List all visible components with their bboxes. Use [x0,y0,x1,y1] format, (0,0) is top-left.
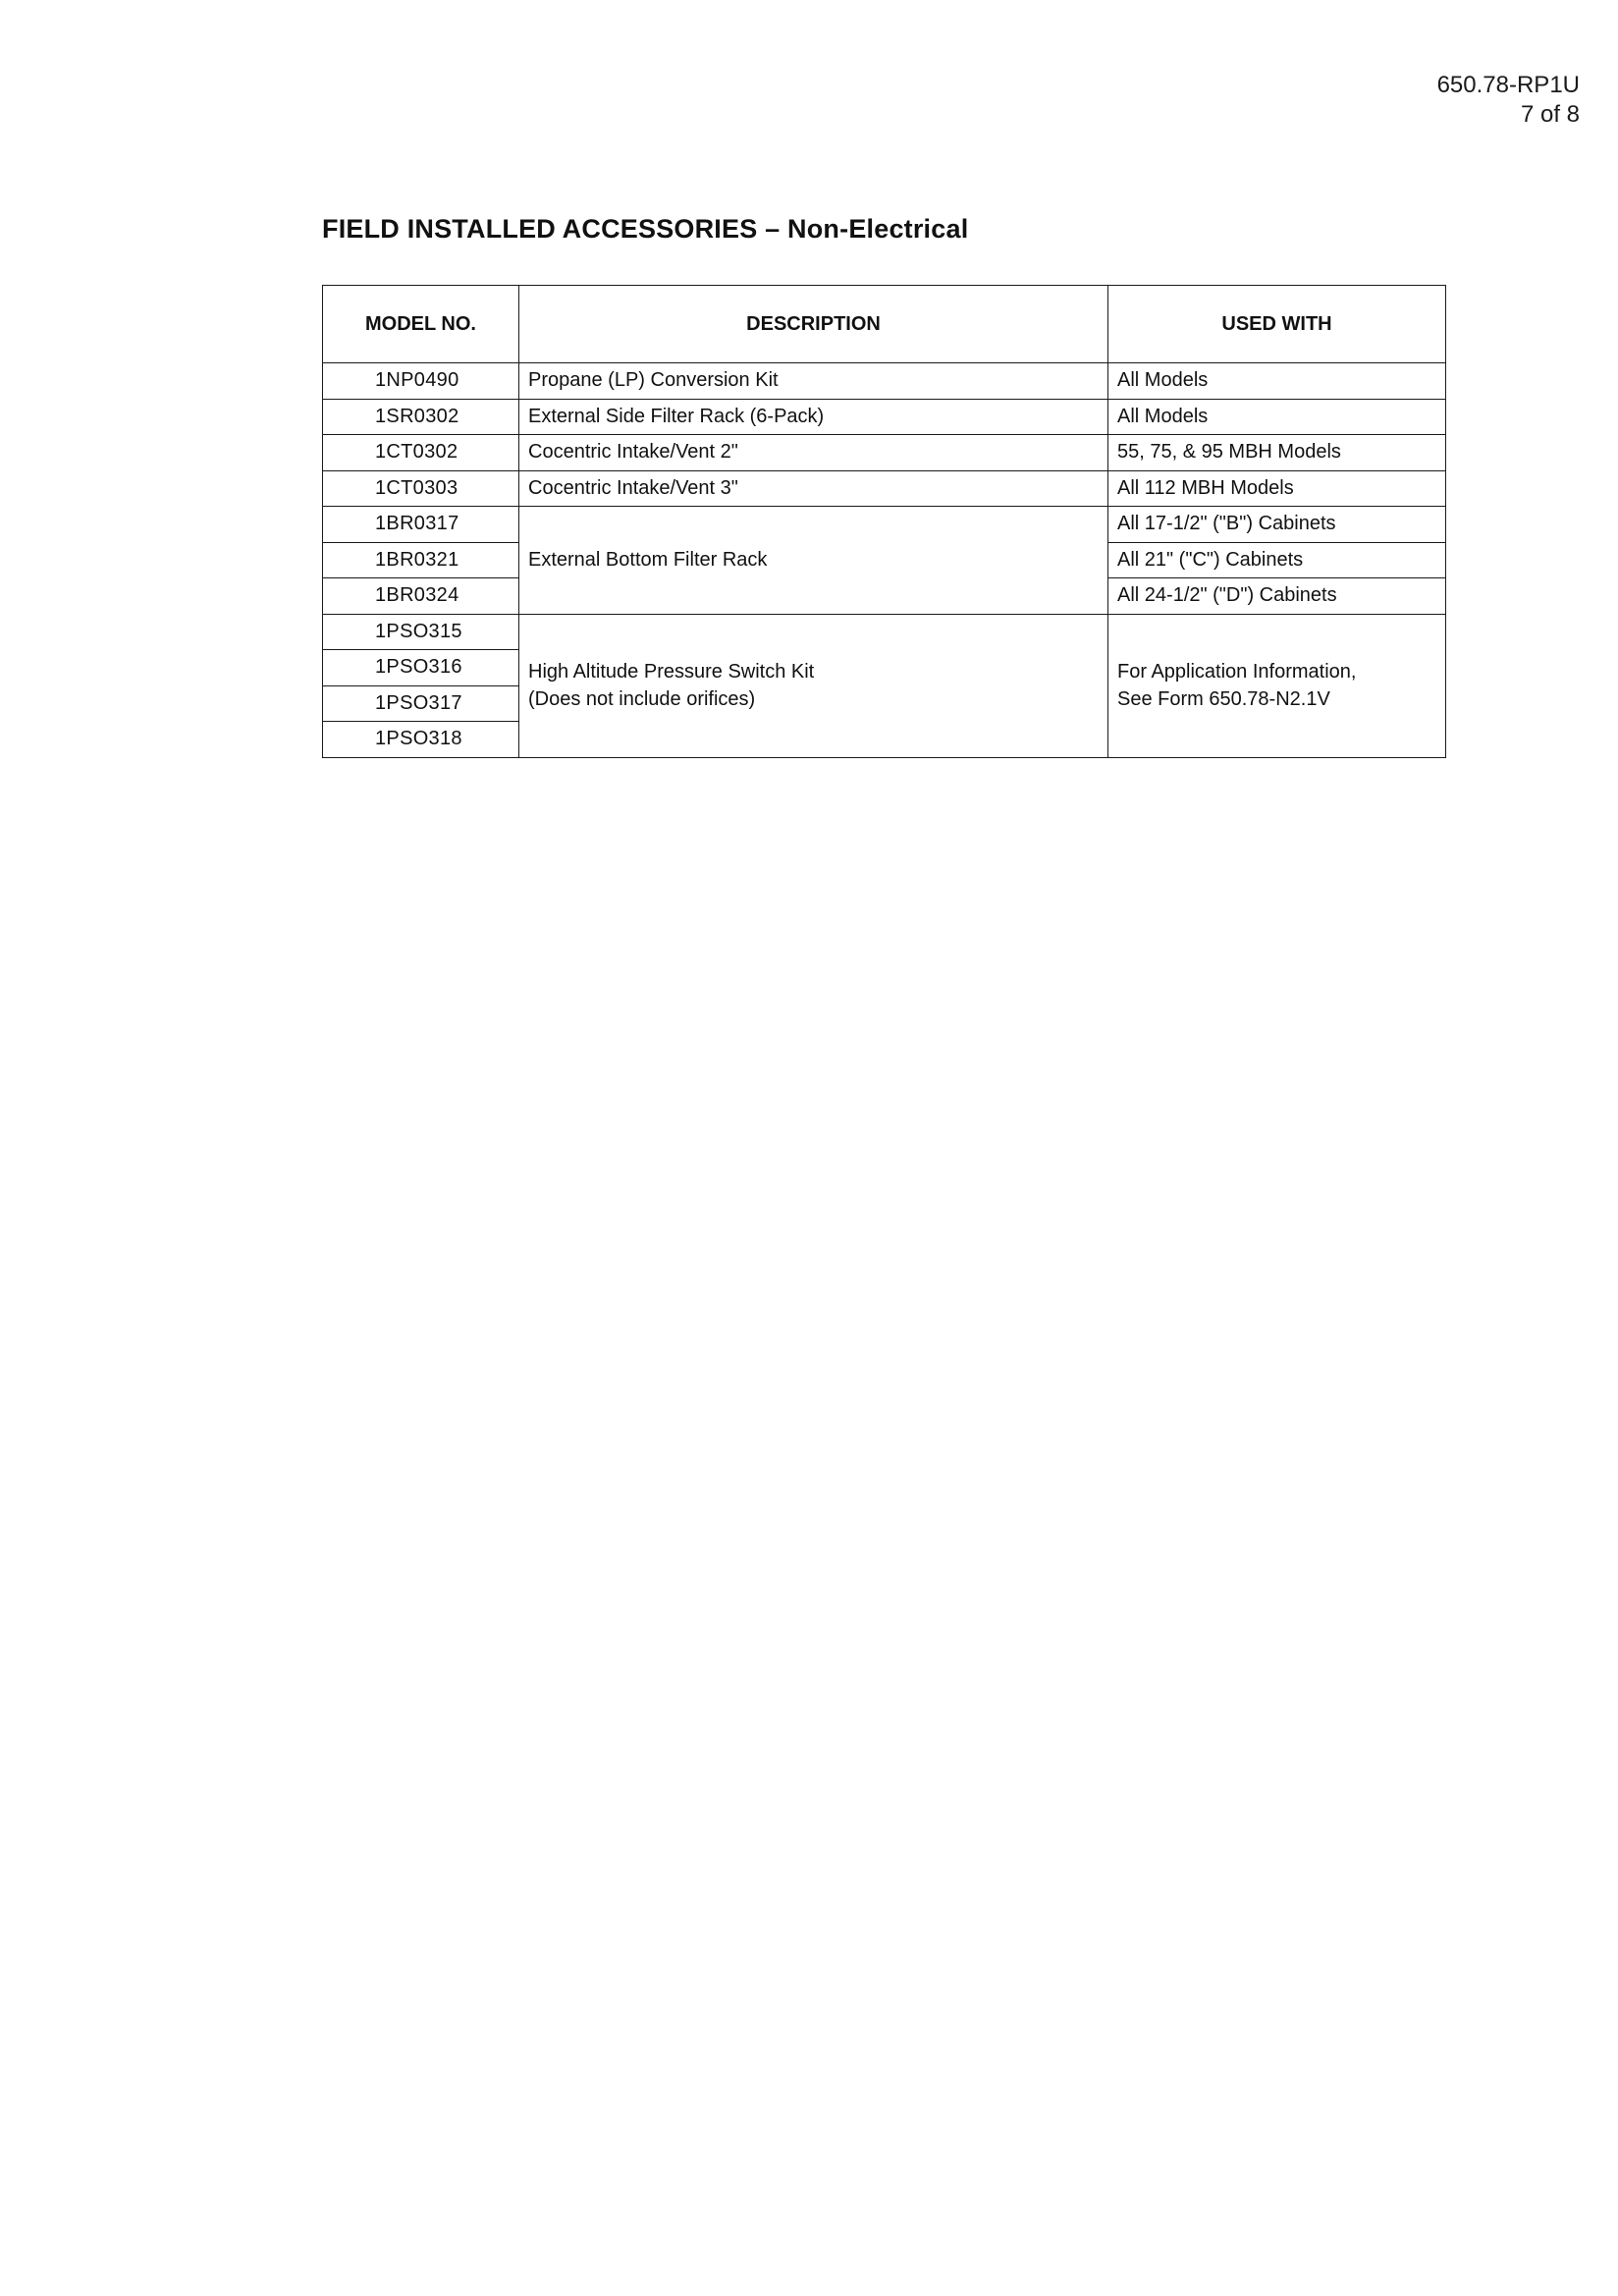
table-row [323,614,1446,650]
used-with-cell: All Models [1108,363,1446,400]
model-cell: 1SR0302 [323,399,519,435]
used-with-line: For Application Information, [1117,661,1357,683]
used-with-cell-application-info [1108,614,1446,757]
description-cell-bottom-filter-rack: External Bottom Filter Rack [519,507,1108,615]
table-header-row [323,286,1446,363]
table-row [323,363,1446,400]
header-description: DESCRIPTION [519,286,1108,363]
description-cell: Cocentric Intake/Vent 3" [519,470,1108,507]
used-with-cell: All 24-1/2" ("D") Cabinets [1108,578,1446,615]
table-row [323,507,1446,543]
used-with-cell: All 21" ("C") Cabinets [1108,542,1446,578]
header-model-no: MODEL NO. [323,286,519,363]
model-cell: 1PSO316 [323,650,519,686]
document-number: 650.78-RP1U [1436,72,1580,98]
description-cell: Propane (LP) Conversion Kit [519,363,1108,400]
description-line: High Altitude Pressure Switch Kit [528,661,815,683]
section-title: FIELD INSTALLED ACCESSORIES – Non-Electrical [322,214,969,244]
model-cell: 1BR0317 [323,507,519,543]
table-row [323,435,1446,471]
model-cell: 1CT0302 [323,435,519,471]
model-cell: 1BR0324 [323,578,519,615]
used-with-cell: All 112 MBH Models [1108,470,1446,507]
header-used-with: USED WITH [1108,286,1446,363]
description-note: (Does not include orifices) [528,688,756,710]
used-with-reference: See Form 650.78-N2.1V [1117,688,1330,710]
description-cell-pressure-switch-kit [519,614,1108,757]
used-with-cell: All 17-1/2" ("B") Cabinets [1108,507,1446,543]
model-cell: 1PSO317 [323,685,519,722]
used-with-cell: 55, 75, & 95 MBH Models [1108,435,1446,471]
model-cell: 1PSO315 [323,614,519,650]
table-row [323,399,1446,435]
model-cell: 1CT0303 [323,470,519,507]
page-header [1437,71,1580,130]
model-cell: 1PSO318 [323,722,519,758]
model-cell: 1NP0490 [323,363,519,400]
model-cell: 1BR0321 [323,542,519,578]
description-cell: Cocentric Intake/Vent 2" [519,435,1108,471]
used-with-cell: All Models [1108,399,1446,435]
accessories-table [322,285,1446,758]
description-cell: External Side Filter Rack (6-Pack) [519,399,1108,435]
page-number: 7 of 8 [1520,101,1580,128]
table-row [323,470,1446,507]
